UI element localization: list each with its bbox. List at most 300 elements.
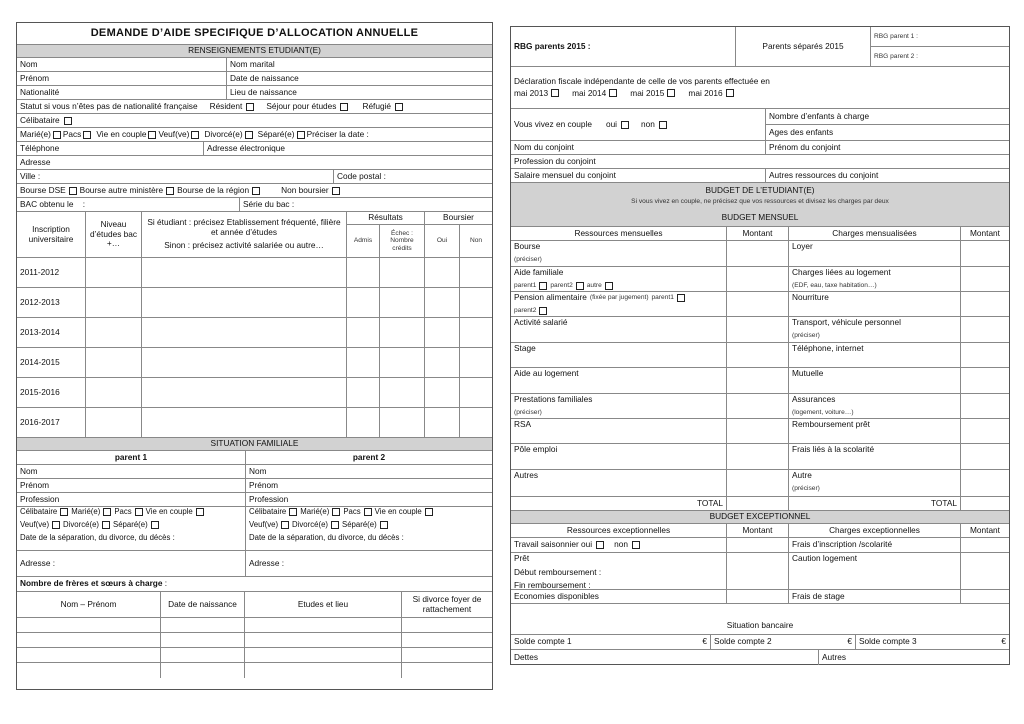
bourse-dse-checkbox[interactable]	[69, 187, 77, 195]
situation-bancaire-header: Situation bancaire	[726, 620, 794, 631]
serie-bac-field[interactable]	[240, 198, 492, 211]
parent1-prenom-label: Prénom	[20, 479, 50, 490]
p2-vie-couple-label: Vie en couple	[374, 507, 422, 516]
stage-cell	[511, 343, 727, 367]
echec-cell[interactable]	[380, 378, 425, 407]
conjoint-nom-row	[511, 141, 1009, 155]
boursier-non-cell[interactable]	[460, 348, 492, 377]
dettes-label: Dettes	[514, 651, 538, 662]
loyer-montant[interactable]	[961, 241, 1009, 266]
conjoint-salaire-row	[511, 169, 1009, 183]
declaration-cell	[511, 67, 1009, 108]
p2-celibataire-checkbox[interactable]	[289, 508, 297, 516]
p2-separe-checkbox[interactable]	[380, 521, 388, 529]
boursier-oui-cell[interactable]	[425, 318, 460, 347]
p2-vie-couple-checkbox[interactable]	[425, 508, 433, 516]
parent2-adresse-field[interactable]	[246, 551, 492, 576]
boursier-oui-cell[interactable]	[425, 408, 460, 437]
parent2-header: parent 2	[352, 451, 386, 462]
mai-2016-checkbox[interactable]	[726, 89, 734, 97]
economies-montant[interactable]	[727, 590, 789, 603]
travail-saisonnier-montant[interactable]	[727, 538, 789, 552]
total-charges-montant[interactable]	[961, 497, 1009, 510]
rsa-label: RSA	[514, 419, 532, 429]
mai-2015-label: mai 2015	[630, 87, 665, 98]
sibling-etudes-cell[interactable]	[245, 618, 402, 632]
loyer-cell	[789, 241, 961, 266]
pacs-label: Pacs	[62, 128, 82, 139]
montant-header: Montant	[727, 227, 789, 240]
bourse-autre-checkbox[interactable]	[166, 187, 174, 195]
frais-stage-cell	[789, 590, 961, 603]
mai-2013-checkbox[interactable]	[551, 89, 559, 97]
autre-charge-label: Autre	[792, 470, 812, 480]
remboursement-pret-montant[interactable]	[961, 419, 1009, 443]
solde-row	[511, 635, 1009, 650]
charges-logement-cell	[789, 267, 961, 291]
bac-row	[17, 198, 492, 212]
nombre-enfants-label: Nombre d’enfants à charge	[769, 110, 870, 121]
budget-header-row	[511, 183, 1009, 227]
rbg-row	[511, 27, 1009, 67]
pret-cell	[511, 553, 727, 589]
autres-bank-field[interactable]	[819, 650, 1009, 665]
niveau-cell[interactable]	[86, 318, 142, 347]
p1-separe-checkbox[interactable]	[151, 521, 159, 529]
sibling-row	[17, 618, 492, 633]
resident-checkbox[interactable]	[246, 103, 254, 111]
sibling-nom-cell[interactable]	[17, 663, 161, 678]
parent2-nom-field[interactable]	[246, 465, 492, 478]
pension-parent2-checkbox[interactable]	[539, 307, 547, 315]
nom-field[interactable]	[17, 58, 227, 71]
solde2-field[interactable]	[711, 635, 856, 649]
resultats-header	[347, 212, 425, 257]
nationalite-field[interactable]	[17, 86, 227, 99]
rbg-parent2-label: RBG parent 2 :	[874, 52, 918, 60]
parent2-prenom-field[interactable]	[246, 479, 492, 492]
frais-inscription-montant[interactable]	[961, 538, 1009, 552]
boursier-non-cell[interactable]	[460, 378, 492, 407]
boursier-non-cell[interactable]	[460, 258, 492, 287]
sibling-foyer-cell[interactable]	[402, 618, 492, 632]
year-row	[17, 318, 492, 348]
mutuelle-cell	[789, 368, 961, 393]
bourse-cell	[511, 241, 727, 266]
p2-divorce-label: Divorcé(e)	[292, 519, 329, 529]
rbg-parents-field[interactable]	[511, 27, 736, 66]
etablissement-cell[interactable]	[142, 258, 347, 287]
admis-cell[interactable]	[347, 258, 380, 287]
boursier-non-cell[interactable]	[460, 288, 492, 317]
economies-cell	[511, 590, 727, 603]
siblings-title-row	[17, 577, 492, 592]
sibling-date-cell[interactable]	[161, 663, 245, 678]
rsa-cell	[511, 419, 727, 443]
remboursement-pret-label: Remboursement prêt	[792, 419, 870, 429]
cursus-years	[17, 258, 492, 438]
marital-cell	[17, 128, 492, 141]
siblings-title: Nombre de frères et sœurs à charge	[20, 578, 163, 589]
charges-logement-note: (EDF, eau, taxe habitation…)	[792, 281, 877, 289]
vie-couple-checkbox[interactable]	[148, 131, 156, 139]
nom-marital-field[interactable]	[227, 58, 492, 71]
refugie-checkbox[interactable]	[395, 103, 403, 111]
p1-marie-checkbox[interactable]	[103, 508, 111, 516]
p1-divorce-label: Divorcé(e)	[63, 519, 100, 529]
boursier-oui-cell[interactable]	[425, 378, 460, 407]
boursier-oui-cell[interactable]	[425, 288, 460, 317]
autre-charge-montant[interactable]	[961, 470, 1009, 496]
p2-divorce-checkbox[interactable]	[331, 521, 339, 529]
aide-parent1-label: parent1	[514, 281, 537, 289]
admis-cell[interactable]	[347, 348, 380, 377]
total-ressources-label: TOTAL	[511, 497, 727, 510]
nourriture-label: Nourriture	[792, 292, 829, 302]
p1-separe-label: Séparé(e)	[113, 519, 148, 529]
bac-obtenu-label: BAC obtenu le :	[20, 198, 86, 209]
caution-logement-label: Caution logement	[792, 553, 858, 563]
boursier-oui-cell[interactable]	[425, 348, 460, 377]
p1-celibataire-checkbox[interactable]	[60, 508, 68, 516]
budget-mensuel-header: BUDGET MENSUEL	[721, 212, 799, 223]
p2-pacs-checkbox[interactable]	[364, 508, 372, 516]
sibling-etudes-header: Etudes et lieu	[245, 592, 402, 617]
sibling-nom-cell[interactable]	[17, 618, 161, 632]
year-label: 2013-2014	[17, 318, 86, 347]
sibling-foyer-cell[interactable]	[402, 633, 492, 647]
aide-logement-label: Aide au logement	[514, 368, 579, 378]
parent1-adresse-field[interactable]	[17, 551, 246, 576]
divorce-checkbox[interactable]	[245, 131, 253, 139]
veuf-checkbox[interactable]	[191, 131, 199, 139]
profession-conjoint-field[interactable]	[511, 155, 1009, 168]
budget-row-stage	[511, 343, 1009, 368]
pole-emploi-montant[interactable]	[727, 444, 789, 469]
salaire-conjoint-field[interactable]	[511, 169, 766, 182]
budget-row-pension	[511, 292, 1009, 317]
rbg-parent2-field[interactable]	[871, 47, 1009, 66]
code-postal-field[interactable]	[334, 170, 492, 183]
couple-row	[511, 109, 1009, 141]
assurances-montant[interactable]	[961, 394, 1009, 418]
couple-oui-label: oui	[605, 118, 618, 129]
parent2-status-cell	[246, 507, 492, 550]
pension-montant[interactable]	[727, 292, 789, 316]
pension-label: Pension alimentaire	[514, 292, 587, 302]
activite-label: Activité salarié	[514, 317, 568, 327]
year-row	[17, 348, 492, 378]
travail-oui-checkbox[interactable]	[596, 541, 604, 549]
bac-obtenu-field[interactable]	[17, 198, 240, 211]
p1-date-separation-label: Date de la séparation, du divorce, du décès :	[20, 532, 175, 542]
sibling-row	[17, 648, 492, 663]
travail-non-label: non	[614, 539, 628, 550]
ville-field[interactable]	[17, 170, 334, 183]
celibataire-checkbox[interactable]	[64, 117, 72, 125]
autres-ressources-conjoint-field[interactable]	[766, 169, 1009, 182]
echec-cell[interactable]	[380, 258, 425, 287]
divorce-label: Divorcé(e)	[204, 128, 243, 139]
marital-row	[17, 128, 492, 142]
assurances-cell	[789, 394, 961, 418]
mai-2014-checkbox[interactable]	[609, 89, 617, 97]
parent1-profession-field[interactable]	[17, 493, 246, 506]
sejour-checkbox[interactable]	[340, 103, 348, 111]
nationality-row	[17, 86, 492, 100]
year-label: 2014-2015	[17, 348, 86, 377]
sibling-date-cell[interactable]	[161, 618, 245, 632]
telephone-field[interactable]	[17, 142, 204, 155]
aide-autre-label: autre	[586, 281, 602, 289]
activite-montant[interactable]	[727, 317, 789, 342]
form-title-row	[17, 23, 492, 45]
sibling-nom-cell[interactable]	[17, 648, 161, 662]
budget-columns-row	[511, 227, 1009, 241]
exc-montant-charges-header: Montant	[970, 524, 1000, 535]
nom-label: Nom	[20, 58, 38, 69]
profession-conjoint-label: Profession du conjoint	[514, 155, 596, 166]
admis-cell[interactable]	[347, 378, 380, 407]
bourse-montant[interactable]	[727, 241, 789, 266]
p1-veuf-checkbox[interactable]	[52, 521, 60, 529]
p1-vie-couple-checkbox[interactable]	[196, 508, 204, 516]
aide-parent2-checkbox[interactable]	[576, 282, 584, 290]
stage-label: Stage	[514, 343, 536, 353]
rsa-montant[interactable]	[727, 419, 789, 443]
prestations-label: Prestations familiales	[514, 394, 593, 404]
transport-montant[interactable]	[961, 317, 1009, 342]
date-naissance-field[interactable]	[227, 72, 492, 85]
travail-saisonnier-label: Travail saisonnier oui	[514, 539, 593, 550]
niveau-cell[interactable]	[86, 378, 142, 407]
rbg-parents-split	[871, 27, 1009, 66]
celibataire-cell	[17, 114, 492, 127]
declaration-row	[511, 67, 1009, 109]
year-row	[17, 408, 492, 438]
celibataire-row	[17, 114, 492, 128]
p1-pacs-checkbox[interactable]	[135, 508, 143, 516]
aide-familiale-montant[interactable]	[727, 267, 789, 291]
parent-nom-row	[17, 465, 492, 479]
etablissement-cell[interactable]	[142, 408, 347, 437]
aide-logement-cell	[511, 368, 727, 393]
aide-autre-checkbox[interactable]	[605, 282, 613, 290]
mai-2015-checkbox[interactable]	[667, 89, 675, 97]
niveau-cell[interactable]	[86, 288, 142, 317]
niveau-cell[interactable]	[86, 258, 142, 287]
boursier-oui-header: Oui	[425, 225, 460, 257]
remboursement-pret-cell	[789, 419, 961, 443]
sibling-date-cell[interactable]	[161, 633, 245, 647]
telephone-internet-montant[interactable]	[961, 343, 1009, 367]
boursier-header	[425, 212, 492, 257]
caution-logement-montant[interactable]	[961, 553, 1009, 589]
stage-montant[interactable]	[727, 343, 789, 367]
autres-bank-label: Autres	[822, 651, 846, 662]
charges-logement-montant[interactable]	[961, 267, 1009, 291]
budget-form	[510, 26, 1010, 665]
pension-parent1-checkbox[interactable]	[677, 294, 685, 302]
code-postal-label: Code postal :	[337, 170, 386, 181]
admis-cell[interactable]	[347, 318, 380, 347]
ressources-mensuelles-header: Ressources mensuelles	[511, 227, 727, 240]
email-label: Adresse électronique	[207, 142, 285, 153]
echec-cell[interactable]	[380, 348, 425, 377]
boursier-non-header: Non	[469, 237, 483, 245]
admis-cell[interactable]	[347, 288, 380, 317]
sibling-date-cell[interactable]	[161, 648, 245, 662]
p2-veuf-label: Veuf(ve)	[249, 519, 279, 529]
pacs-checkbox[interactable]	[83, 131, 91, 139]
sibling-nom-header: Nom – Prénom	[17, 592, 161, 617]
autres-label: Autres	[514, 470, 538, 480]
parent1-header: parent 1	[17, 451, 246, 464]
marie-label: Marié(e)	[20, 128, 51, 139]
p1-divorce-checkbox[interactable]	[102, 521, 110, 529]
boursier-oui-cell[interactable]	[425, 258, 460, 287]
sibling-nom-cell[interactable]	[17, 633, 161, 647]
echec-cell[interactable]	[380, 288, 425, 317]
pret-label: Prêt	[514, 553, 530, 563]
family-section-header: SITUATION FAMILIALE	[17, 438, 492, 450]
nom-conjoint-field[interactable]	[511, 141, 766, 154]
nourriture-montant[interactable]	[961, 292, 1009, 316]
travail-saisonnier-cell	[511, 538, 727, 552]
marie-checkbox[interactable]	[53, 131, 61, 139]
admis-cell[interactable]	[347, 408, 380, 437]
sibling-etudes-cell[interactable]	[245, 648, 402, 662]
etudiant-header	[142, 212, 347, 257]
frais-stage-montant[interactable]	[961, 590, 1009, 603]
sibling-etudes-cell[interactable]	[245, 633, 402, 647]
p1-pacs-label: Pacs	[114, 507, 132, 516]
pret-montant[interactable]	[727, 553, 789, 589]
bourse-label: Bourse	[514, 241, 541, 251]
etablissement-cell[interactable]	[142, 318, 347, 347]
dettes-field[interactable]	[511, 650, 819, 665]
bourse-dse-label: Bourse DSE	[20, 184, 66, 195]
aide-familiale-cell	[511, 267, 727, 291]
prestations-montant[interactable]	[727, 394, 789, 418]
total-charges-label: TOTAL	[789, 497, 961, 510]
prestations-preciser: (préciser)	[514, 408, 542, 416]
non-boursier-checkbox[interactable]	[332, 187, 340, 195]
charges-logement-label: Charges liées au logement	[792, 267, 891, 277]
activite-cell	[511, 317, 727, 342]
nombre-enfants-field[interactable]	[766, 109, 1009, 125]
p2-marie-label: Marié(e)	[300, 507, 330, 516]
year-label: 2011-2012	[17, 258, 86, 287]
aide-parent1-checkbox[interactable]	[539, 282, 547, 290]
lieu-naissance-field[interactable]	[227, 86, 492, 99]
parent1-adresse-label: Adresse :	[20, 557, 56, 568]
couple-oui-checkbox[interactable]	[621, 121, 629, 129]
separe-checkbox[interactable]	[297, 131, 305, 139]
parent1-prenom-field[interactable]	[17, 479, 246, 492]
prenom-field[interactable]	[17, 72, 227, 85]
prenom-conjoint-field[interactable]	[766, 141, 1009, 154]
year-label: 2015-2016	[17, 378, 86, 407]
budget-header-cell	[511, 183, 1009, 226]
refugie-label: Réfugié	[362, 100, 392, 111]
siblings-colon: :	[162, 578, 168, 589]
sibling-foyer-header: Si divorce foyer de rattachement	[412, 593, 482, 614]
ages-enfants-field[interactable]	[766, 125, 1009, 140]
niveau-cell[interactable]	[86, 408, 142, 437]
sibling-etudes-cell[interactable]	[245, 663, 402, 678]
etablissement-cell[interactable]	[142, 378, 347, 407]
nom-conjoint-label: Nom du conjoint	[514, 141, 574, 152]
autres-montant[interactable]	[727, 470, 789, 496]
declaration-label: Déclaration fiscale indépendante de celle de vos parents effectuée en	[514, 75, 770, 86]
transport-label: Transport, véhicule personnel	[792, 317, 901, 327]
sibling-foyer-cell[interactable]	[402, 648, 492, 662]
solde1-field[interactable]	[511, 635, 711, 649]
boursier-non-cell[interactable]	[460, 318, 492, 347]
niveau-cell[interactable]	[86, 348, 142, 377]
sibling-foyer-cell[interactable]	[402, 663, 492, 678]
parent1-nom-field[interactable]	[17, 465, 246, 478]
niveau-header: Niveau d’études bac +…	[86, 212, 142, 257]
bourse-cell	[17, 184, 492, 197]
frais-scolarite-montant[interactable]	[961, 444, 1009, 469]
couple-non-checkbox[interactable]	[659, 121, 667, 129]
budget-row-bourse	[511, 241, 1009, 267]
mutuelle-montant[interactable]	[961, 368, 1009, 393]
p2-veuf-checkbox[interactable]	[281, 521, 289, 529]
caution-logement-cell	[789, 553, 961, 589]
solde2-label: Solde compte 2	[714, 636, 772, 647]
celibataire-label: Célibataire	[20, 114, 60, 125]
pension-cell	[511, 292, 727, 316]
prestations-cell	[511, 394, 727, 418]
parent1-status-cell	[17, 507, 246, 550]
salaire-conjoint-label: Salaire mensuel du conjoint	[514, 169, 616, 180]
p2-marie-checkbox[interactable]	[332, 508, 340, 516]
etablissement-cell[interactable]	[142, 288, 347, 317]
parent-prenom-row	[17, 479, 492, 493]
solde3-euro: €	[1001, 636, 1006, 647]
solde1-label: Solde compte 1	[514, 636, 572, 647]
solde1-euro: €	[702, 636, 707, 647]
rbg-parent1-label: RBG parent 1 :	[874, 32, 918, 40]
dettes-row	[511, 650, 1009, 665]
solde2-euro: €	[847, 636, 852, 647]
email-field[interactable]	[204, 142, 492, 155]
echec-cell[interactable]	[380, 408, 425, 437]
total-ressources-montant[interactable]	[727, 497, 789, 510]
date-naissance-label: Date de naissance	[230, 72, 299, 83]
aide-logement-montant[interactable]	[727, 368, 789, 393]
etablissement-cell[interactable]	[142, 348, 347, 377]
pension-parent1-label: parent1	[651, 293, 674, 301]
p1-marie-label: Marié(e)	[71, 507, 101, 516]
adresse-field[interactable]	[17, 156, 492, 169]
bourse-region-checkbox[interactable]	[252, 187, 260, 195]
solde3-field[interactable]	[856, 635, 1009, 649]
rbg-parent1-field[interactable]	[871, 27, 1009, 47]
economies-row	[511, 590, 1009, 604]
contact-row	[17, 142, 492, 156]
statut-label: Statut si vous n’êtes pas de nationalité française	[20, 100, 198, 111]
budget-row-autres	[511, 470, 1009, 497]
vous-vivez-cell	[511, 109, 766, 140]
travail-non-checkbox[interactable]	[632, 541, 640, 549]
parent2-profession-field[interactable]	[246, 493, 492, 506]
echec-cell[interactable]	[380, 318, 425, 347]
boursier-non-cell[interactable]	[460, 408, 492, 437]
